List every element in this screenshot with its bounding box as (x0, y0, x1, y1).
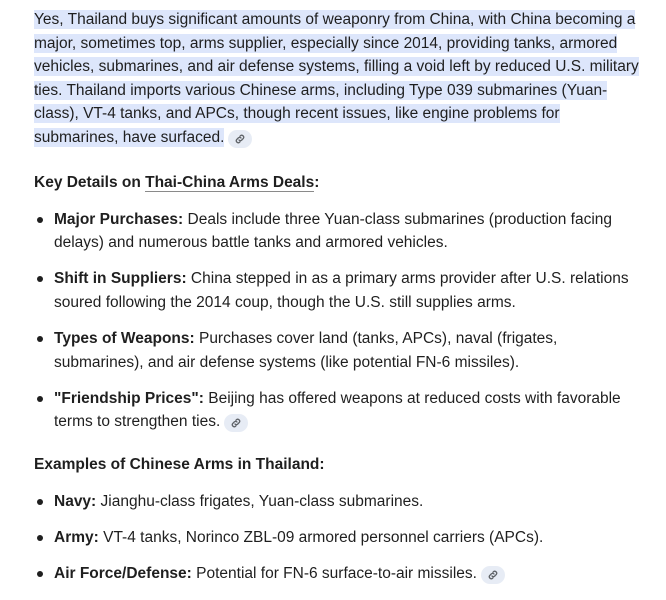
item-text: VT-4 tanks, Norinco ZBL-09 armored personnel carriers (APCs). (98, 528, 544, 546)
item-label: Major Purchases: (54, 210, 184, 228)
list-item (34, 490, 642, 514)
list-item (34, 387, 642, 434)
source-link-chip[interactable] (224, 414, 248, 432)
examples-list (34, 490, 642, 586)
section-heading-key-details (34, 172, 642, 194)
key-details-list (34, 208, 642, 434)
source-link-chip[interactable] (481, 566, 505, 584)
item-text: China stepped in as a primary arms provider after U.S. relations soured following the 2014 coup, though the U.S. still supplies arms. (54, 270, 629, 311)
item-text: Purchases cover land (tanks, APCs), naval (frigates, submarines), and air defense systems (like potential FN-6 missiles). (54, 329, 558, 371)
heading-suffix: : (314, 173, 320, 191)
intro-text-highlighted: Yes, Thailand buys significant amounts of weaponry from China, with China becoming a major, sometimes top, arms supplier, especially since 2014, providing tanks, armored vehicles, submarines, and air defense systems, filling a void left by reduced U.S. military ties. Thailand imports various Chinese arms, including Type 039 submarines (Yuan-class), VT-4 tanks, and APCs, though recent issues, like engine problems for submarines, have surfaced. (34, 11, 639, 146)
section-heading-examples: Examples of Chinese Arms in Thailand: (34, 455, 325, 473)
item-label: Types of Weapons: (54, 329, 195, 347)
item-label: Navy: (54, 492, 97, 510)
item-text: Deals include three Yuan-class submarines (production facing delays) and numerous battle tanks and armored vehicles. (54, 210, 613, 252)
item-text: Jianghu-class frigates, Yuan-class submarines. (96, 492, 424, 510)
item-label: Air Force/Defense: (54, 565, 192, 582)
heading-prefix: Key Details on (34, 173, 146, 191)
item-label: "Friendship Prices": (54, 389, 204, 407)
list-item (34, 526, 642, 550)
list-item (34, 562, 642, 586)
list-item (34, 208, 642, 255)
list-item (34, 327, 642, 374)
item-label: Shift in Suppliers: (54, 270, 187, 288)
item-text: Beijing has offered weapons at reduced costs with favorable terms to strengthen ties. (54, 389, 621, 431)
intro-paragraph (34, 8, 642, 150)
thai-china-arms-deals-link[interactable]: Thai-China Arms Deals (145, 173, 315, 191)
source-link-chip[interactable] (228, 130, 252, 148)
link-icon (230, 417, 242, 429)
link-icon (234, 133, 246, 145)
item-text: Potential for FN-6 surface-to-air missiles. (191, 565, 477, 582)
item-label: Army: (54, 528, 99, 546)
list-item (34, 267, 642, 314)
link-icon (487, 569, 499, 581)
